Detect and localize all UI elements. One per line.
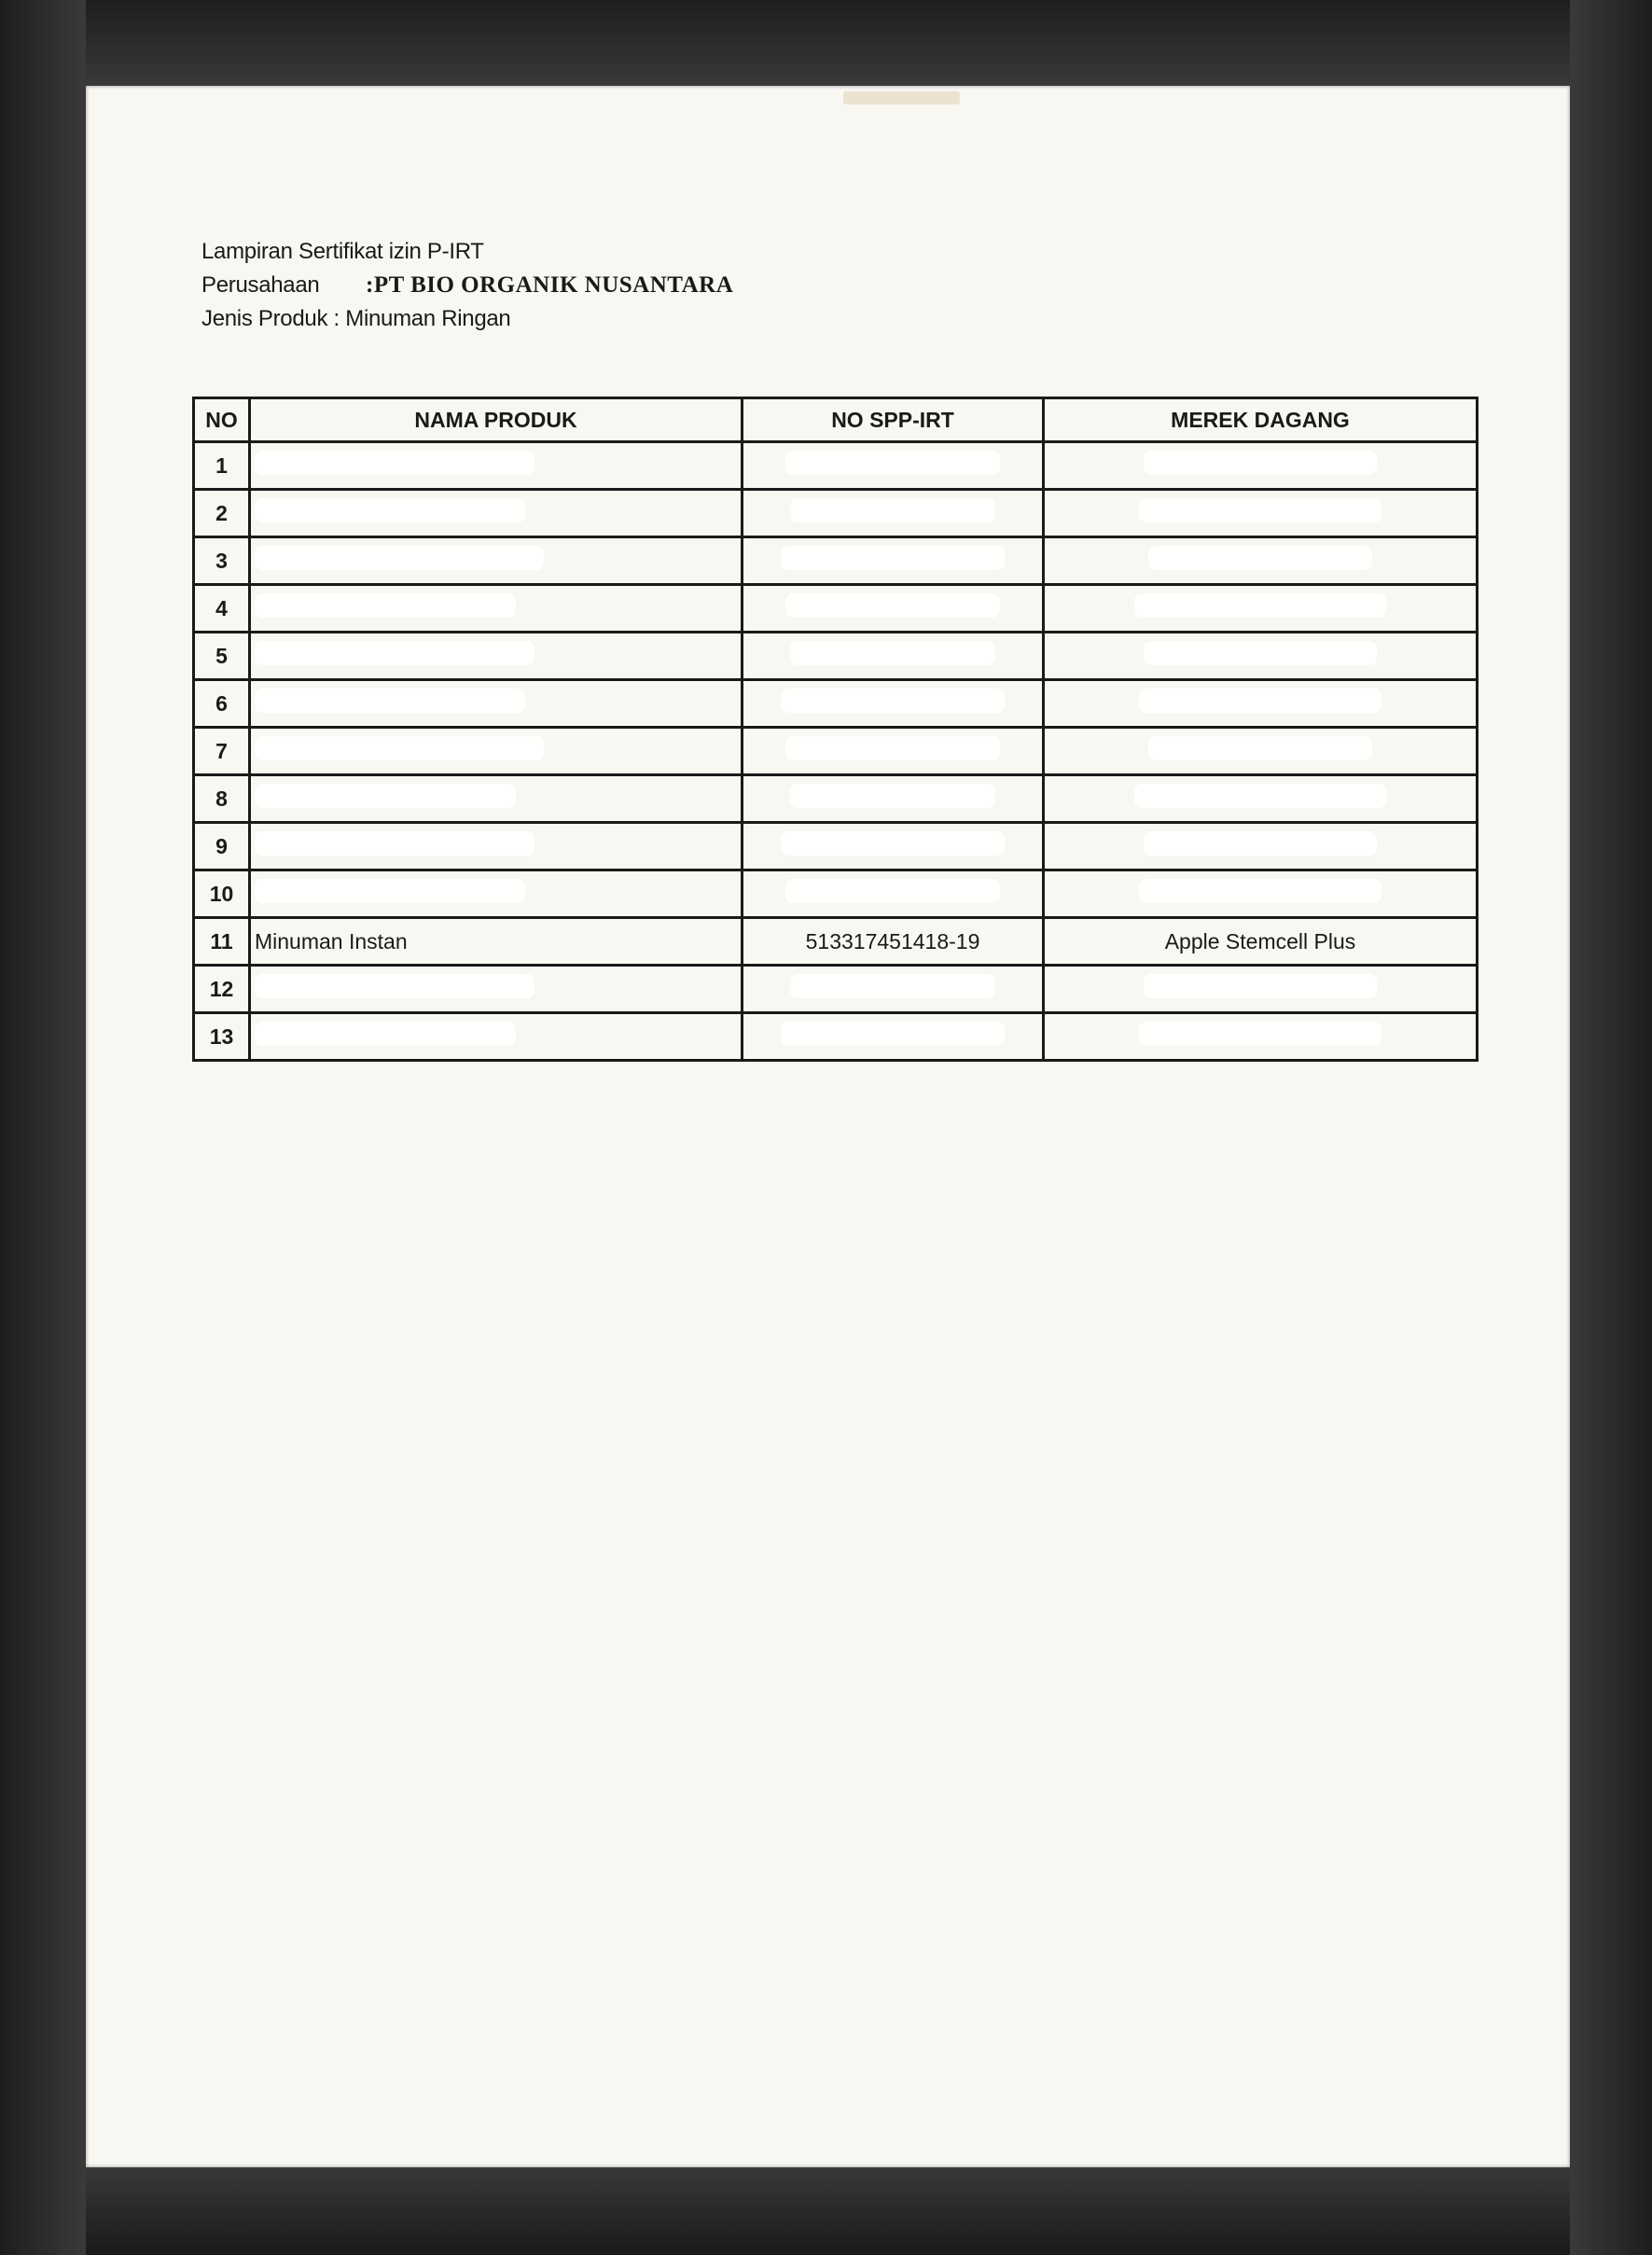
row-number-cell: 1 xyxy=(194,442,250,490)
redaction-mark xyxy=(790,784,995,808)
header-product-type-line xyxy=(201,302,733,336)
frame-left xyxy=(0,0,86,2255)
spp-irt-number-cell xyxy=(743,442,1044,490)
redaction-mark xyxy=(785,879,1000,903)
column-header-nama-produk: NAMA PRODUK xyxy=(250,398,743,442)
spp-irt-number-cell xyxy=(743,680,1044,728)
spp-irt-number-cell xyxy=(743,633,1044,680)
frame-bottom xyxy=(0,2167,1652,2255)
table-row xyxy=(194,680,1478,728)
brand-name-cell xyxy=(1044,775,1478,823)
product-type-label: Jenis Produk xyxy=(201,306,328,331)
redaction-mark xyxy=(781,831,1005,856)
products-table xyxy=(192,397,1478,1062)
spp-irt-number-cell xyxy=(743,585,1044,633)
product-name-cell xyxy=(250,490,743,537)
product-name-cell: Minuman Instan xyxy=(250,918,743,966)
redaction-mark xyxy=(1139,498,1381,522)
spp-irt-number-cell xyxy=(743,490,1044,537)
redaction-mark xyxy=(790,641,995,665)
redaction-mark xyxy=(255,1022,516,1046)
spp-irt-number-cell xyxy=(743,728,1044,775)
redaction-mark xyxy=(1144,974,1377,998)
redaction-mark xyxy=(255,736,544,760)
table-row xyxy=(194,585,1478,633)
product-name-cell xyxy=(250,537,743,585)
brand-name-cell xyxy=(1044,728,1478,775)
row-number-cell: 13 xyxy=(194,1013,250,1061)
redaction-mark xyxy=(781,689,1005,713)
table-row xyxy=(194,728,1478,775)
redaction-mark xyxy=(1144,641,1377,665)
spp-irt-number-cell xyxy=(743,966,1044,1013)
product-name-cell xyxy=(250,633,743,680)
redaction-mark xyxy=(1144,451,1377,475)
table-row xyxy=(194,918,1478,966)
table-row xyxy=(194,870,1478,918)
redaction-mark xyxy=(781,1022,1005,1046)
redaction-mark xyxy=(1148,546,1372,570)
table-row xyxy=(194,1013,1478,1061)
table-row xyxy=(194,537,1478,585)
brand-name-cell xyxy=(1044,966,1478,1013)
spp-irt-number-cell xyxy=(743,1013,1044,1061)
brand-name-cell xyxy=(1044,490,1478,537)
brand-name-cell xyxy=(1044,870,1478,918)
brand-name-cell: Apple Stemcell Plus xyxy=(1044,918,1478,966)
product-type-value: : Minuman Ringan xyxy=(333,306,511,331)
header-company-line xyxy=(201,269,733,302)
header-title-line xyxy=(201,235,733,269)
redaction-mark xyxy=(1139,1022,1381,1046)
product-name-cell xyxy=(250,680,743,728)
column-header-merek-dagang: MEREK DAGANG xyxy=(1044,398,1478,442)
redaction-mark xyxy=(255,451,534,475)
document-title: Lampiran Sertifikat izin P-IRT xyxy=(201,239,484,264)
brand-name-cell xyxy=(1044,1013,1478,1061)
brand-name-cell xyxy=(1044,633,1478,680)
product-name-cell xyxy=(250,870,743,918)
spp-irt-number-cell xyxy=(743,775,1044,823)
company-label: Perusahaan xyxy=(201,272,320,298)
brand-name-cell xyxy=(1044,585,1478,633)
table-row xyxy=(194,823,1478,870)
redaction-mark xyxy=(255,689,525,713)
redaction-mark xyxy=(255,641,534,665)
company-value: :PT BIO ORGANIK NUSANTARA xyxy=(366,272,734,298)
frame-top xyxy=(0,0,1652,86)
row-number-cell: 9 xyxy=(194,823,250,870)
row-number-cell: 8 xyxy=(194,775,250,823)
frame-right xyxy=(1570,0,1652,2255)
table-row xyxy=(194,966,1478,1013)
redaction-mark xyxy=(790,498,995,522)
redaction-mark xyxy=(785,451,1000,475)
column-header-no-spp-irt: NO SPP-IRT xyxy=(743,398,1044,442)
row-number-cell: 5 xyxy=(194,633,250,680)
redaction-mark xyxy=(785,736,1000,760)
spp-irt-number-cell xyxy=(743,537,1044,585)
product-name-cell xyxy=(250,966,743,1013)
redaction-mark xyxy=(255,879,525,903)
row-number-cell: 3 xyxy=(194,537,250,585)
redaction-mark xyxy=(785,593,1000,618)
row-number-cell: 10 xyxy=(194,870,250,918)
product-name-cell xyxy=(250,1013,743,1061)
redaction-mark xyxy=(1134,593,1386,618)
tape-mark xyxy=(843,91,960,104)
table-body xyxy=(194,442,1478,1061)
product-name-cell xyxy=(250,585,743,633)
row-number-cell: 4 xyxy=(194,585,250,633)
brand-name-cell xyxy=(1044,537,1478,585)
redaction-mark xyxy=(255,974,534,998)
product-name-cell xyxy=(250,823,743,870)
redaction-mark xyxy=(255,831,534,856)
brand-name-cell xyxy=(1044,823,1478,870)
table-row xyxy=(194,775,1478,823)
row-number-cell: 2 xyxy=(194,490,250,537)
table-row xyxy=(194,442,1478,490)
redaction-mark xyxy=(255,784,516,808)
document-header xyxy=(201,235,733,336)
row-number-cell: 6 xyxy=(194,680,250,728)
redaction-mark xyxy=(1134,784,1386,808)
spp-irt-number-cell: 513317451418-19 xyxy=(743,918,1044,966)
product-name-cell xyxy=(250,775,743,823)
redaction-mark xyxy=(781,546,1005,570)
redaction-mark xyxy=(255,593,516,618)
redaction-mark xyxy=(790,974,995,998)
redaction-mark xyxy=(255,546,544,570)
brand-name-cell xyxy=(1044,442,1478,490)
spp-irt-number-cell xyxy=(743,823,1044,870)
table-row xyxy=(194,633,1478,680)
redaction-mark xyxy=(1139,689,1381,713)
row-number-cell: 12 xyxy=(194,966,250,1013)
redaction-mark xyxy=(1139,879,1381,903)
table-row xyxy=(194,490,1478,537)
redaction-mark xyxy=(1144,831,1377,856)
redaction-mark xyxy=(1148,736,1372,760)
spp-irt-number-cell xyxy=(743,870,1044,918)
row-number-cell: 11 xyxy=(194,918,250,966)
document-page xyxy=(86,86,1570,2167)
column-header-no: NO xyxy=(194,398,250,442)
row-number-cell: 7 xyxy=(194,728,250,775)
product-name-cell xyxy=(250,442,743,490)
table-header-row xyxy=(194,398,1478,442)
brand-name-cell xyxy=(1044,680,1478,728)
product-name-cell xyxy=(250,728,743,775)
redaction-mark xyxy=(255,498,525,522)
